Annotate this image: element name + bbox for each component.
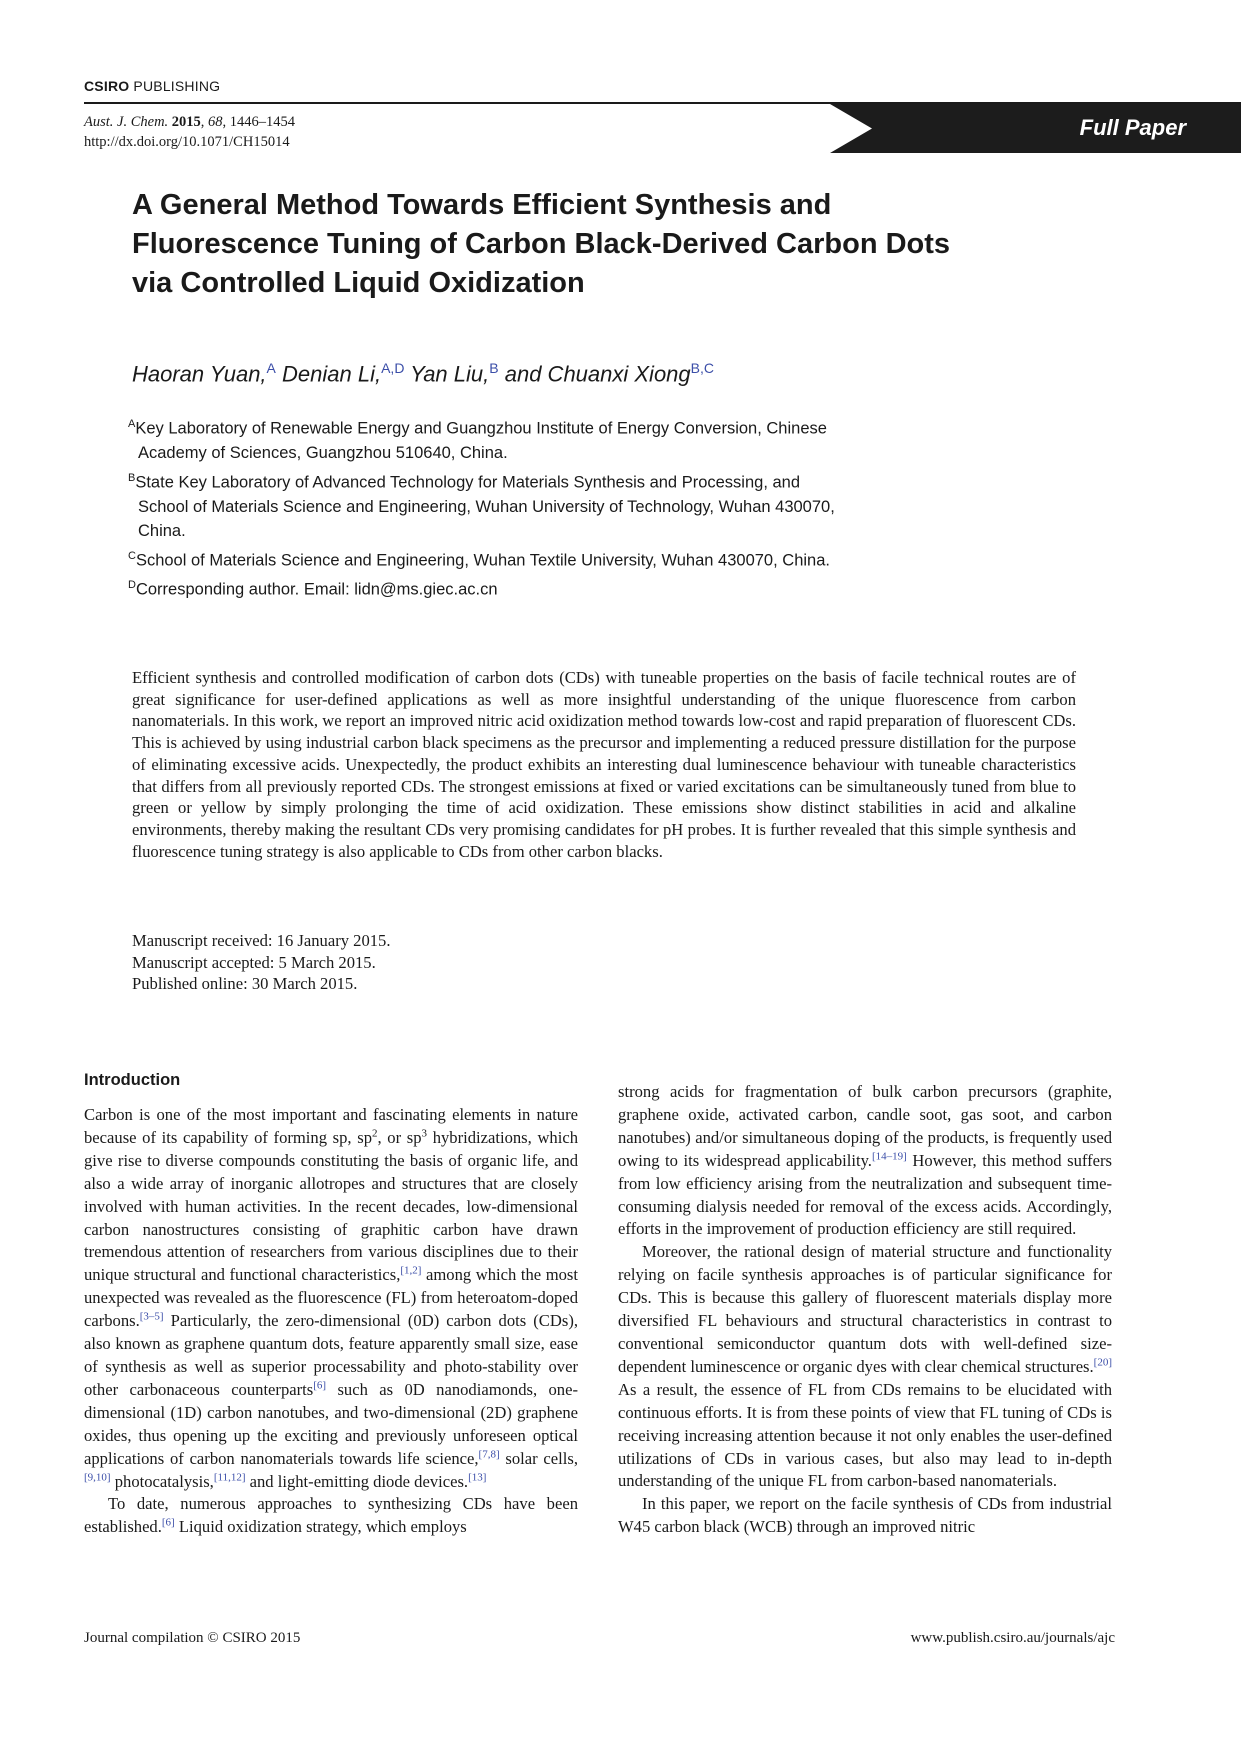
paragraph-continued: strong acids for fragmentation of bulk carbon precursors (graphite, graphene oxide, activated carbon, candle soot, gas soot, and carbon nanotubes) and/or simultaneous doping of the products, is frequently used owing to its widespread applicability.[14–19] However, this method suffers from low efficiency arising from the neutralization and subsequent time-consuming dialysis needed for removal of the excess acids. Accordingly, efforts in the improvement of production efficiency are still required. bbox=[618, 1082, 1112, 1239]
date-received: Manuscript received: 16 January 2015. bbox=[132, 931, 391, 950]
article-type-label: Full Paper bbox=[1079, 115, 1186, 140]
publisher-name: CSIRO PUBLISHING bbox=[84, 78, 221, 94]
citation-line: Aust. J. Chem. 2015, 68, 1446–1454 bbox=[84, 114, 296, 130]
manuscript-dates bbox=[132, 930, 391, 995]
citation-ref[interactable]: [6] bbox=[313, 1379, 327, 1392]
paragraph: To date, numerous approaches to synthesizing CDs have been established.[6] Liquid oxidization strategy, which employs bbox=[84, 1494, 578, 1537]
author-affil-mark: A,D bbox=[381, 360, 405, 376]
author-name: Yan Liu, bbox=[410, 361, 490, 387]
citation-ref[interactable]: [7,8] bbox=[478, 1448, 500, 1461]
citation-ref[interactable]: [20] bbox=[1093, 1356, 1112, 1369]
author-affil-mark: A bbox=[266, 360, 276, 376]
paragraph: In this paper, we report on the facile synthesis of CDs from industrial W45 carbon black (WCB) through an improved nitric bbox=[618, 1494, 1112, 1537]
article-type-banner bbox=[830, 104, 1241, 153]
citation-ref[interactable]: [13] bbox=[468, 1470, 487, 1483]
author-name: Denian Li, bbox=[282, 361, 382, 387]
paragraph: Moreover, the rational design of material structure and functionality relying on facile synthesis approaches is of particular significance for CDs. This is because this gallery of fluorescent materials display more diversified FL behaviours and structural characteristics in contrast to conventional semiconductor quantum dots with well-defined size-dependent luminescence or organic dyes with clear chemical structures.[20] As a result, the essence of FL from CDs remains to be elucidated with continuous efforts. It is from these points of view that FL tuning of CDs is receiving increasing attention because it not only enables the user-defined utilizations of CDs in various cases, but also may lead to in-depth understanding of the unique FL from carbon-based nanomaterials. bbox=[618, 1242, 1112, 1491]
citation-ref[interactable]: [11,12] bbox=[213, 1470, 246, 1483]
author-list bbox=[132, 360, 714, 387]
author-affil-mark: B bbox=[489, 360, 499, 376]
doi-link[interactable]: http://dx.doi.org/10.1071/CH15014 bbox=[84, 134, 290, 150]
citation-ref[interactable]: [9,10] bbox=[84, 1470, 111, 1483]
affiliation-item: $^D$Corresponding author. Email: lidn@ms.giec.ac.cn bbox=[128, 579, 498, 599]
author-name: Haoran Yuan, bbox=[132, 361, 267, 387]
citation bbox=[84, 112, 295, 152]
citation-ref[interactable]: [1,2] bbox=[400, 1264, 422, 1277]
citation-ref[interactable]: [6] bbox=[161, 1516, 175, 1529]
citation-ref[interactable]: [3–5] bbox=[139, 1310, 164, 1323]
affiliation-item: $^A$Key Laboratory of Renewable Energy and Guangzhou Institute of Energy Conversion, Chinese Academy of Sciences, Guangzhou 510640, China. bbox=[128, 418, 827, 463]
date-accepted: Manuscript accepted: 5 March 2015. bbox=[132, 952, 376, 972]
body-column-right bbox=[618, 1081, 1112, 1539]
author-affil-mark: B,C bbox=[690, 360, 714, 376]
abstract: Efficient synthesis and controlled modification of carbon dots (CDs) with tuneable properties on the basis of facile technical routes are of great significance for user-defined applications as well as more insightful understanding of the unique fluorescence from carbon nanomaterials. In this work, we report an improved nitric acid oxidization method towards low-cost and rapid preparation of fluorescent CDs. This is achieved by using industrial carbon black specimens as the precursor and implementing a reduced pressure distillation for the purpose of eliminating excessive acids. Unexpectedly, the product exhibits an interesting dual luminescence behaviour with tuneable characteristics that differs from all previously reported CDs. The strongest emissions at fixed or varied excitations can be simultaneously tuned from blue to green or yellow by simply prolonging the time of acid oxidization. These emissions show distinct stabilities in acid and alkaline environments, thereby making the resultant CDs very promising candidates for pH probes. It is further revealed that this simple synthesis and fluorescence tuning strategy is also applicable to CDs from other carbon blacks. bbox=[132, 668, 1076, 861]
citation-ref[interactable]: [14–19] bbox=[871, 1150, 907, 1163]
affiliation-item: $^B$State Key Laboratory of Advanced Technology for Materials Synthesis and Processing, and School of Materials Science and Engineering, Wuhan University of Technology, Wuhan 430070, China. bbox=[128, 471, 835, 541]
affiliation-item: $^C$School of Materials Science and Engineering, Wuhan Textile University, Wuhan 430070, China. bbox=[128, 549, 830, 570]
footer-copyright: Journal compilation © CSIRO 2015 bbox=[84, 1630, 301, 1646]
paper-title: A General Method Towards Efficient Synthesis and Fluorescence Tuning of Carbon Black-Derived Carbon Dots via Controlled Liquid Oxidization bbox=[132, 189, 951, 299]
paragraph: Carbon is one of the most important and fascinating elements in nature because of its capability of forming sp, $sp^2$, or $sp^3$ hybridizations, which give rise to diverse compounds constituting the basis of organic life, and also a wide array of inorganic allotropes and structures that are closely involved with human activities. In the recent decades, low-dimensional carbon nanostructures consisting of graphitic carbon have drawn tremendous attention of researchers from various disciplines due to their unique structural and functional characteristics,[1,2] among which the most unexpected was revealed as the fluorescence (FL) from heteroatom-doped carbons.[3–5] Particularly, the zero-dimensional (0D) carbon dots (CDs), also known as graphene quantum dots, feature apparently small size, ease of synthesis as well as superior processability and photo-stability over other carbonaceous counterparts[6] such as 0D nanodiamonds, one-dimensional (1D) carbon nanotubes, and two-dimensional (2D) graphene oxides, thus opening up the exciting and previously unforeseen optical applications of carbon nanomaterials towards life science,[7,8] solar cells,[9,10] photocatalysis,[11,12] and light-emitting diode devices.[13] bbox=[84, 1105, 579, 1491]
date-published: Published online: 30 March 2015. bbox=[132, 974, 358, 993]
footer-url[interactable]: www.publish.csiro.au/journals/ajc bbox=[910, 1630, 1115, 1646]
section-heading-introduction: Introduction bbox=[84, 1071, 181, 1089]
author-name: and Chuanxi Xiong bbox=[504, 361, 691, 387]
affiliations bbox=[128, 412, 848, 602]
body-column-left bbox=[84, 1104, 578, 1539]
